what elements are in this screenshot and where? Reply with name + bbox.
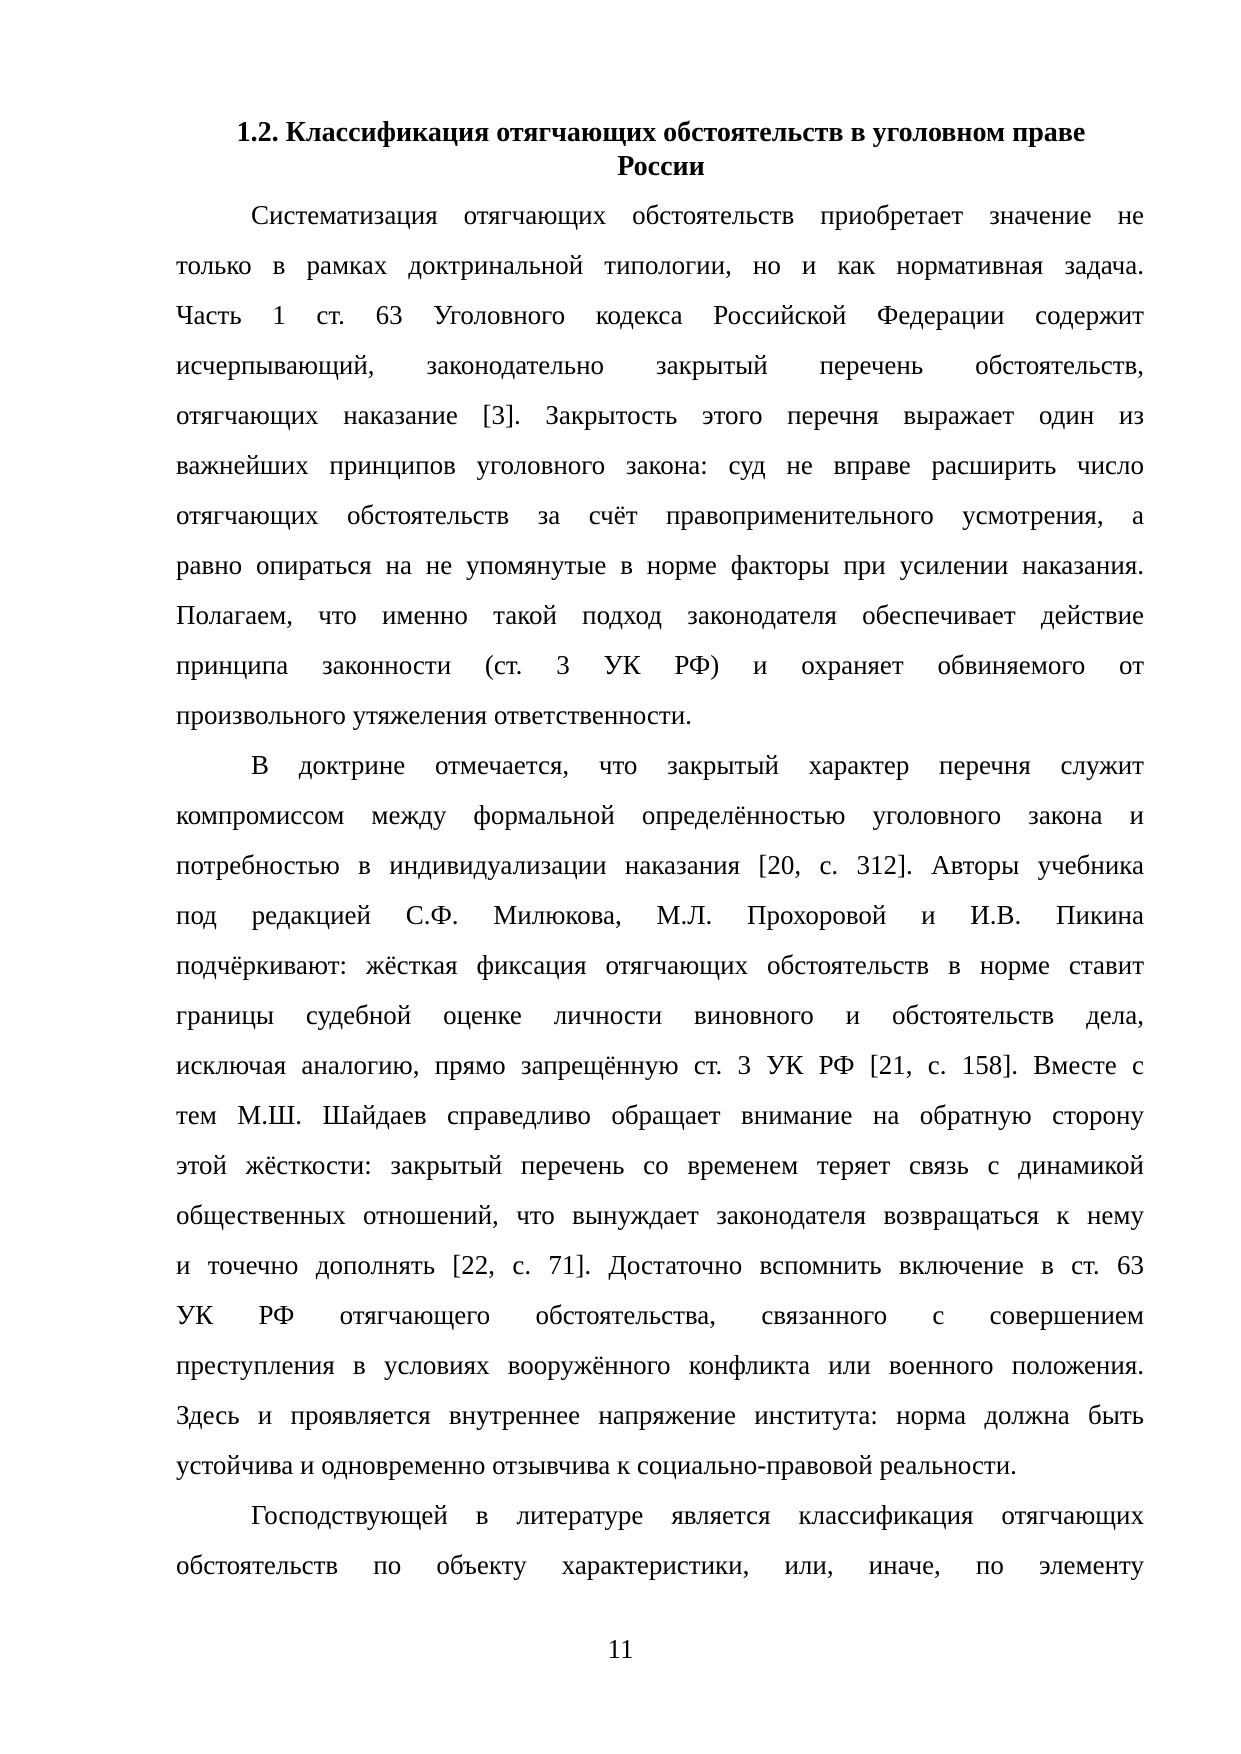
text-line: границы судебной оценке личности виновного и обстоятельств дела,	[176, 1000, 1144, 1030]
text-line: важнейших принципов уголовного закона: суд не вправе расширить число	[176, 450, 1144, 480]
text-line: В доктрине отмечается, что закрытый характер перечня служит	[251, 750, 1144, 780]
text-line: отягчающих наказание [3]. Закрытость этого перечня выражает один из	[176, 400, 1144, 430]
text-line: подчёркивают: жёсткая фиксация отягчающих обстоятельств в норме ставит	[176, 950, 1144, 980]
text-line: тем М.Ш. Шайдаев справедливо обращает внимание на обратную сторону	[176, 1100, 1144, 1130]
text-line: общественных отношений, что вынуждает законодателя возвращаться к нему	[176, 1200, 1144, 1230]
text-line: отягчающих обстоятельств за счёт правоприменительного усмотрения, а	[176, 500, 1144, 530]
text-line: исключая аналогию, прямо запрещённую ст. 3 УК РФ [21, с. 158]. Вместе с	[176, 1050, 1144, 1080]
text-line: равно опираться на не упомянутые в норме факторы при усилении наказания.	[176, 550, 1144, 580]
text-line: под редакцией С.Ф. Милюкова, М.Л. Прохоровой и И.В. Пикина	[176, 900, 1144, 930]
section-heading-line: России	[617, 151, 705, 182]
body-text	[176, 190, 1144, 1590]
text-line: произвольного утяжеления ответственности.	[176, 700, 692, 730]
paragraph	[176, 740, 1144, 1490]
text-line: устойчива и одновременно отзывчива к социально-правовой реальности.	[176, 1450, 1017, 1480]
paragraph	[176, 1490, 1144, 1590]
text-line: исчерпывающий, законодательно закрытый перечень обстоятельств,	[176, 350, 1144, 380]
text-line: потребностью в индивидуализации наказания [20, с. 312]. Авторы учебника	[176, 850, 1144, 880]
text-line: Часть 1 ст. 63 Уголовного кодекса Российской Федерации содержит	[176, 300, 1144, 330]
text-line: Полагаем, что именно такой подход законодателя обеспечивает действие	[176, 600, 1144, 630]
text-line: компромиссом между формальной определённостью уголовного закона и	[176, 800, 1144, 830]
paragraph	[176, 190, 1144, 740]
section-heading	[176, 116, 1146, 184]
page-number: 11	[607, 1634, 634, 1664]
text-line: принципа законности (ст. 3 УК РФ) и охраняет обвиняемого от	[176, 650, 1144, 680]
section-heading-line: 1.2. Классификация отягчающих обстоятельств в уголовном праве	[236, 117, 1086, 148]
text-line: Господствующей в литературе является классификация отягчающих	[251, 1500, 1144, 1530]
text-line: обстоятельств по объекту характеристики, или, иначе, по элементу	[176, 1550, 1144, 1580]
text-line: Систематизация отягчающих обстоятельств приобретает значение не	[251, 200, 1144, 230]
text-line: УК РФ отягчающего обстоятельства, связанного с совершением	[176, 1300, 1144, 1330]
text-line: Здесь и проявляется внутреннее напряжение института: норма должна быть	[176, 1400, 1144, 1430]
text-line: и точечно дополнять [22, с. 71]. Достаточно вспомнить включение в ст. 63	[176, 1250, 1144, 1280]
text-line: только в рамках доктринальной типологии, но и как нормативная задача.	[176, 250, 1144, 280]
text-line: преступления в условиях вооружённого конфликта или военного положения.	[176, 1350, 1144, 1380]
text-line: этой жёсткости: закрытый перечень со временем теряет связь с динамикой	[176, 1150, 1144, 1180]
